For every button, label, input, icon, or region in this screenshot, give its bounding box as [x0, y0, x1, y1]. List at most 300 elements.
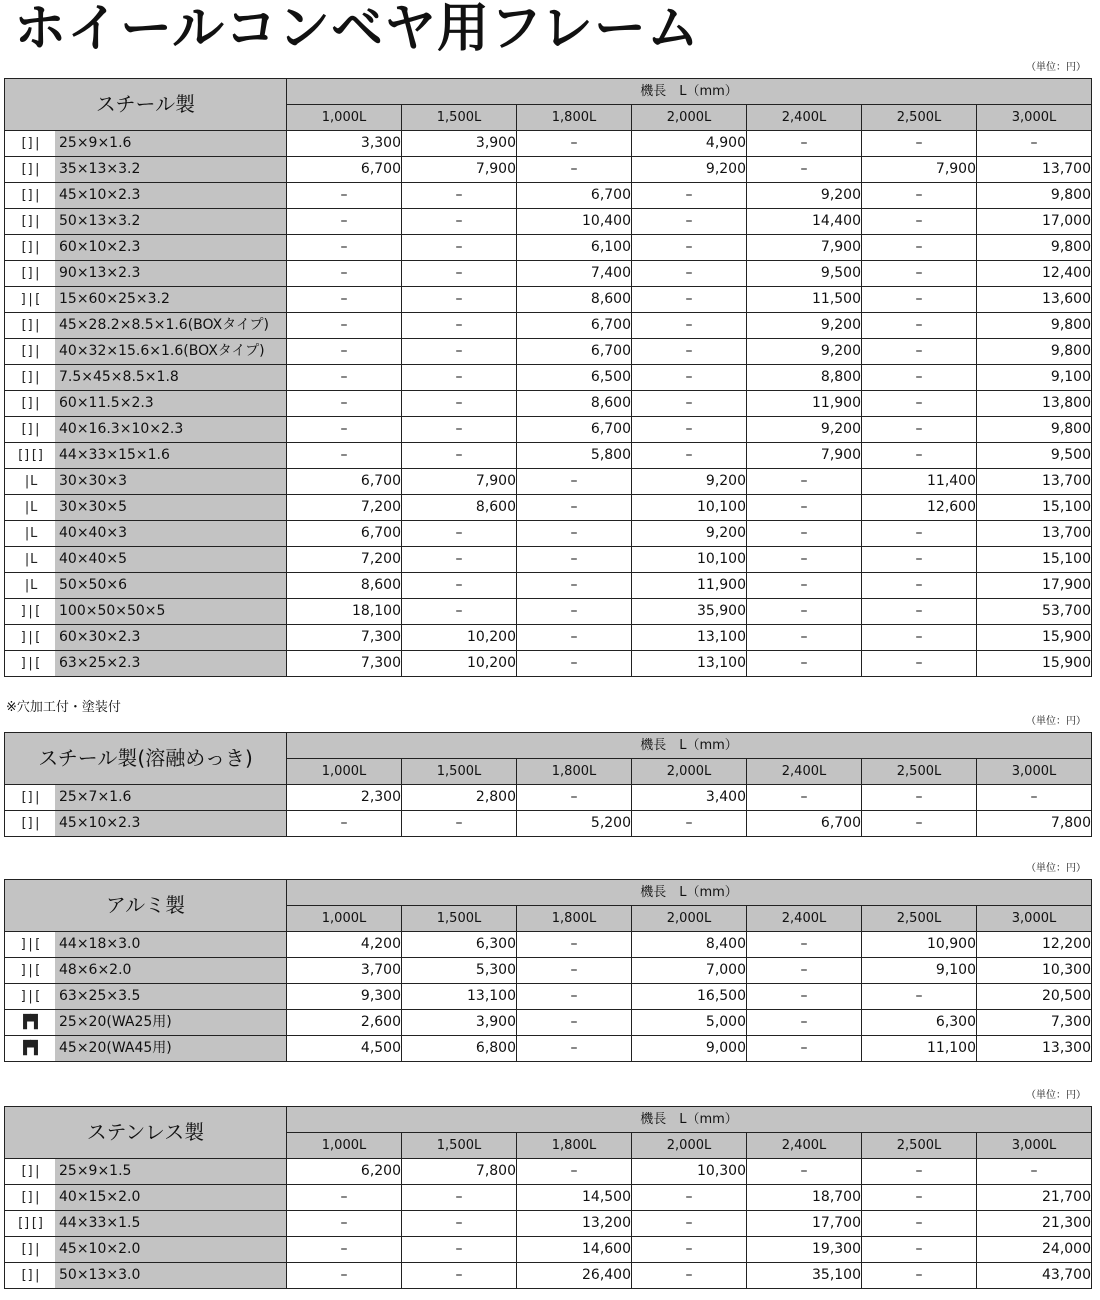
price-cell: –: [287, 1185, 402, 1211]
length-header: 1,500L: [402, 1133, 517, 1159]
price-cell: 5,000: [632, 1010, 747, 1036]
price-cell: 6,800: [402, 1036, 517, 1062]
price-cell: 10,200: [402, 625, 517, 651]
spec-label: 40×16.3×10×2.3: [55, 417, 286, 442]
price-cell: –: [747, 1159, 862, 1185]
profile-shape-icon: []|: [5, 1237, 55, 1262]
price-cell: 7,900: [402, 469, 517, 495]
spec-cell: [5, 417, 287, 443]
price-cell: 8,800: [747, 365, 862, 391]
price-cell: 6,700: [517, 417, 632, 443]
spec-cell: [5, 131, 287, 157]
length-header: 1,800L: [517, 1133, 632, 1159]
spec-label: 25×9×1.6: [55, 131, 286, 156]
price-cell: –: [402, 1185, 517, 1211]
spec-label: 50×13×3.2: [55, 209, 286, 234]
profile-shape-icon: []|: [5, 313, 55, 338]
spec-label: 40×40×3: [55, 521, 286, 546]
price-cell: 7,900: [402, 157, 517, 183]
spec-cell: [5, 599, 287, 625]
price-cell: 10,100: [632, 495, 747, 521]
spec-cell: [5, 183, 287, 209]
price-cell: –: [862, 235, 977, 261]
price-cell: 4,200: [287, 932, 402, 958]
price-cell: 9,100: [977, 365, 1092, 391]
profile-shape-icon: []|: [5, 1185, 55, 1210]
spec-cell: [5, 365, 287, 391]
price-cell: –: [632, 365, 747, 391]
price-cell: 2,800: [402, 785, 517, 811]
price-cell: –: [862, 209, 977, 235]
spec-label: 40×40×5: [55, 547, 286, 572]
price-cell: 12,600: [862, 495, 977, 521]
spec-label: 50×50×6: [55, 573, 286, 598]
profile-shape-icon: ]|[: [5, 958, 55, 983]
price-cell: 9,200: [632, 157, 747, 183]
table-row: [5, 235, 1092, 261]
category-title: ステンレス製: [5, 1107, 287, 1159]
price-cell: 3,900: [402, 1010, 517, 1036]
price-cell: 7,300: [287, 651, 402, 677]
price-cell: –: [287, 1237, 402, 1263]
price-cell: 15,100: [977, 495, 1092, 521]
length-header: 2,400L: [747, 906, 862, 932]
price-cell: 18,100: [287, 599, 402, 625]
spec-label: 45×10×2.3: [55, 183, 286, 208]
profile-shape-icon: []|: [5, 785, 55, 810]
length-header: 2,000L: [632, 906, 747, 932]
table-row: [5, 1185, 1092, 1211]
length-header: 1,800L: [517, 105, 632, 131]
price-cell: 7,400: [517, 261, 632, 287]
price-cell: 15,100: [977, 547, 1092, 573]
price-cell: 7,800: [977, 811, 1092, 837]
length-header: 1,500L: [402, 105, 517, 131]
price-cell: 14,600: [517, 1237, 632, 1263]
profile-shape-icon: |L: [5, 573, 55, 598]
spec-cell: [5, 1263, 287, 1289]
price-cell: –: [862, 261, 977, 287]
length-header: 2,400L: [747, 1133, 862, 1159]
profile-shape-icon: |L: [5, 495, 55, 520]
profile-shape-icon: []|: [5, 183, 55, 208]
price-cell: 9,200: [747, 417, 862, 443]
page-title: ホイールコンベヤ用フレーム: [14, 0, 700, 59]
price-cell: –: [517, 958, 632, 984]
price-cell: 7,300: [977, 1010, 1092, 1036]
table-row: [5, 1159, 1092, 1185]
price-cell: 6,700: [517, 313, 632, 339]
spec-cell: [5, 984, 287, 1010]
profile-shape-icon: []|: [5, 365, 55, 390]
price-cell: 3,700: [287, 958, 402, 984]
spec-cell: [5, 1159, 287, 1185]
spec-cell: [5, 495, 287, 521]
price-cell: 11,900: [632, 573, 747, 599]
table-row: [5, 599, 1092, 625]
price-cell: –: [632, 1263, 747, 1289]
price-cell: –: [747, 131, 862, 157]
price-cell: –: [517, 547, 632, 573]
length-header: 2,000L: [632, 1133, 747, 1159]
spec-label: 44×33×1.5: [55, 1211, 286, 1236]
machine-length-header: 機長 L（mm）: [287, 1107, 1092, 1133]
price-cell: –: [287, 365, 402, 391]
price-cell: 9,800: [977, 183, 1092, 209]
price-cell: 9,800: [977, 339, 1092, 365]
table-row: [5, 1237, 1092, 1263]
machine-length-header: 機長 L（mm）: [287, 79, 1092, 105]
price-cell: –: [632, 391, 747, 417]
price-cell: 7,800: [402, 1159, 517, 1185]
spec-label: 45×10×2.3: [55, 811, 286, 836]
price-cell: –: [517, 521, 632, 547]
price-cell: –: [517, 469, 632, 495]
price-cell: –: [862, 521, 977, 547]
price-cell: –: [517, 932, 632, 958]
price-cell: –: [747, 958, 862, 984]
price-cell: –: [402, 521, 517, 547]
spec-label: 25×9×1.5: [55, 1159, 286, 1184]
spec-cell: [5, 1211, 287, 1237]
price-cell: –: [632, 417, 747, 443]
spec-label: 44×33×15×1.6: [55, 443, 286, 468]
price-cell: –: [402, 313, 517, 339]
length-header: 2,500L: [862, 105, 977, 131]
spec-cell: [5, 1036, 287, 1062]
unit-label: （単位：円）: [1026, 62, 1086, 73]
price-cell: 9,100: [862, 958, 977, 984]
price-cell: 11,100: [862, 1036, 977, 1062]
price-cell: –: [287, 391, 402, 417]
profile-shape-icon: |L: [5, 521, 55, 546]
price-cell: –: [747, 547, 862, 573]
price-cell: 7,900: [862, 157, 977, 183]
price-cell: 13,100: [632, 651, 747, 677]
spec-cell: [5, 625, 287, 651]
price-cell: 9,500: [747, 261, 862, 287]
price-cell: 8,400: [632, 932, 747, 958]
unit-label: （単位：円）: [1026, 1090, 1086, 1101]
spec-label: 45×10×2.0: [55, 1237, 286, 1262]
price-cell: –: [862, 391, 977, 417]
price-cell: 17,900: [977, 573, 1092, 599]
price-cell: –: [287, 1211, 402, 1237]
price-cell: 13,700: [977, 157, 1092, 183]
spec-label: 25×20(WA25用): [55, 1010, 286, 1035]
profile-shape-icon: []|: [5, 811, 55, 836]
price-cell: –: [632, 811, 747, 837]
price-cell: 7,200: [287, 495, 402, 521]
price-cell: 13,700: [977, 521, 1092, 547]
profile-shape-icon: []|: [5, 261, 55, 286]
price-cell: 7,900: [747, 443, 862, 469]
price-cell: 7,300: [287, 625, 402, 651]
price-cell: –: [287, 1263, 402, 1289]
price-cell: –: [862, 1263, 977, 1289]
price-cell: –: [517, 651, 632, 677]
price-cell: –: [862, 984, 977, 1010]
price-cell: 10,100: [632, 547, 747, 573]
price-cell: 10,400: [517, 209, 632, 235]
price-cell: –: [632, 261, 747, 287]
price-cell: 10,900: [862, 932, 977, 958]
price-cell: –: [977, 131, 1092, 157]
length-header: 2,400L: [747, 759, 862, 785]
price-cell: –: [402, 235, 517, 261]
length-header: 1,800L: [517, 906, 632, 932]
price-cell: 9,200: [632, 521, 747, 547]
price-cell: –: [287, 313, 402, 339]
table-row: [5, 339, 1092, 365]
table-row: [5, 521, 1092, 547]
price-cell: –: [862, 1237, 977, 1263]
price-cell: –: [862, 417, 977, 443]
price-cell: –: [517, 625, 632, 651]
table-row: [5, 469, 1092, 495]
price-cell: 6,700: [747, 811, 862, 837]
category-title: スチール製(溶融めっき): [5, 733, 287, 785]
price-cell: –: [402, 287, 517, 313]
price-cell: –: [862, 599, 977, 625]
price-cell: –: [632, 287, 747, 313]
table-row: [5, 1211, 1092, 1237]
price-cell: –: [517, 984, 632, 1010]
price-cell: 13,200: [517, 1211, 632, 1237]
price-cell: 9,000: [632, 1036, 747, 1062]
price-cell: –: [402, 1237, 517, 1263]
price-cell: 6,500: [517, 365, 632, 391]
spec-cell: [5, 1237, 287, 1263]
table-row: [5, 261, 1092, 287]
price-cell: –: [862, 131, 977, 157]
price-cell: –: [287, 417, 402, 443]
spec-cell: [5, 391, 287, 417]
price-cell: –: [632, 443, 747, 469]
price-cell: 12,200: [977, 932, 1092, 958]
table-row: [5, 157, 1092, 183]
price-cell: –: [977, 1159, 1092, 1185]
spec-label: 60×30×2.3: [55, 625, 286, 650]
price-cell: 10,200: [402, 651, 517, 677]
table-row: [5, 984, 1092, 1010]
price-cell: 35,100: [747, 1263, 862, 1289]
price-cell: 15,900: [977, 651, 1092, 677]
price-cell: –: [862, 625, 977, 651]
length-header: 2,000L: [632, 105, 747, 131]
profile-shape-icon: [][]: [5, 443, 55, 468]
spec-label: 90×13×2.3: [55, 261, 286, 286]
price-cell: –: [632, 209, 747, 235]
category-title: スチール製: [5, 79, 287, 131]
price-cell: 19,300: [747, 1237, 862, 1263]
price-cell: 14,400: [747, 209, 862, 235]
spec-label: 63×25×2.3: [55, 651, 286, 676]
spec-label: 40×32×15.6×1.6(BOXタイプ): [55, 339, 286, 364]
price-table-stainless: [4, 1106, 1092, 1289]
profile-shape-icon: ]|[: [5, 287, 55, 312]
table-row: [5, 785, 1092, 811]
table-row: [5, 443, 1092, 469]
price-cell: 13,800: [977, 391, 1092, 417]
price-cell: –: [862, 811, 977, 837]
price-cell: –: [402, 209, 517, 235]
price-cell: 13,100: [632, 625, 747, 651]
spec-cell: [5, 287, 287, 313]
price-cell: 9,300: [287, 984, 402, 1010]
price-cell: 17,000: [977, 209, 1092, 235]
spec-label: 60×10×2.3: [55, 235, 286, 260]
price-cell: 20,500: [977, 984, 1092, 1010]
price-cell: –: [287, 443, 402, 469]
price-cell: 9,800: [977, 313, 1092, 339]
price-cell: 8,600: [402, 495, 517, 521]
price-cell: –: [632, 1237, 747, 1263]
price-cell: 7,000: [632, 958, 747, 984]
price-cell: –: [402, 417, 517, 443]
price-cell: 2,600: [287, 1010, 402, 1036]
price-table-steel: [4, 78, 1092, 677]
price-cell: –: [862, 651, 977, 677]
category-title: アルミ製: [5, 880, 287, 932]
spec-cell: [5, 547, 287, 573]
price-cell: 6,100: [517, 235, 632, 261]
spec-cell: [5, 521, 287, 547]
price-cell: 16,500: [632, 984, 747, 1010]
spec-cell: [5, 261, 287, 287]
price-cell: –: [747, 1036, 862, 1062]
price-cell: –: [287, 261, 402, 287]
unit-label: （単位：円）: [1026, 716, 1086, 727]
profile-shape-icon: [][]: [5, 1211, 55, 1236]
price-cell: –: [517, 131, 632, 157]
price-cell: –: [747, 599, 862, 625]
price-cell: –: [862, 443, 977, 469]
profile-shape-icon: []|: [5, 131, 55, 156]
spec-label: 50×13×3.0: [55, 1263, 286, 1288]
spec-label: 63×25×3.5: [55, 984, 286, 1009]
price-cell: –: [517, 1159, 632, 1185]
table-row: [5, 287, 1092, 313]
price-cell: 11,500: [747, 287, 862, 313]
price-cell: –: [402, 599, 517, 625]
price-cell: 3,300: [287, 131, 402, 157]
spec-cell: [5, 651, 287, 677]
spec-cell: [5, 235, 287, 261]
price-table-galvanized: [4, 732, 1092, 837]
table-row: [5, 495, 1092, 521]
price-cell: –: [517, 495, 632, 521]
spec-cell: [5, 1010, 287, 1036]
price-cell: 10,300: [632, 1159, 747, 1185]
price-cell: 6,700: [287, 157, 402, 183]
spec-cell: [5, 443, 287, 469]
table-row: [5, 1036, 1092, 1062]
profile-shape-icon: ▛▜: [5, 1036, 55, 1061]
price-cell: –: [632, 1185, 747, 1211]
spec-label: 60×11.5×2.3: [55, 391, 286, 416]
price-cell: –: [402, 1211, 517, 1237]
price-cell: 53,700: [977, 599, 1092, 625]
price-cell: 5,800: [517, 443, 632, 469]
price-cell: –: [287, 209, 402, 235]
price-cell: –: [632, 313, 747, 339]
price-cell: –: [402, 183, 517, 209]
price-cell: –: [517, 157, 632, 183]
length-header: 2,500L: [862, 906, 977, 932]
price-cell: 26,400: [517, 1263, 632, 1289]
profile-shape-icon: []|: [5, 339, 55, 364]
price-cell: –: [287, 183, 402, 209]
price-cell: –: [402, 547, 517, 573]
price-cell: 9,200: [747, 183, 862, 209]
length-header: 3,000L: [977, 759, 1092, 785]
price-cell: –: [747, 157, 862, 183]
price-cell: 43,700: [977, 1263, 1092, 1289]
table-row: [5, 1010, 1092, 1036]
price-cell: 6,300: [862, 1010, 977, 1036]
spec-label: 45×28.2×8.5×1.6(BOXタイプ): [55, 313, 286, 338]
profile-shape-icon: ]|[: [5, 651, 55, 676]
profile-shape-icon: |L: [5, 469, 55, 494]
price-cell: –: [517, 1010, 632, 1036]
spec-cell: [5, 958, 287, 984]
price-cell: –: [632, 1211, 747, 1237]
spec-label: 48×6×2.0: [55, 958, 286, 983]
price-cell: 6,300: [402, 932, 517, 958]
price-cell: 24,000: [977, 1237, 1092, 1263]
price-cell: 13,100: [402, 984, 517, 1010]
price-cell: 21,300: [977, 1211, 1092, 1237]
spec-label: 15×60×25×3.2: [55, 287, 286, 312]
price-cell: 9,200: [747, 339, 862, 365]
profile-shape-icon: []|: [5, 157, 55, 182]
spec-cell: [5, 157, 287, 183]
price-cell: –: [402, 811, 517, 837]
price-cell: 3,900: [402, 131, 517, 157]
length-header: 2,500L: [862, 1133, 977, 1159]
table-row: [5, 391, 1092, 417]
unit-label: （単位：円）: [1026, 863, 1086, 874]
price-cell: –: [402, 339, 517, 365]
table-row: [5, 651, 1092, 677]
profile-shape-icon: []|: [5, 1263, 55, 1288]
profile-shape-icon: ]|[: [5, 932, 55, 957]
price-cell: 5,300: [402, 958, 517, 984]
length-header: 1,500L: [402, 906, 517, 932]
price-cell: –: [517, 573, 632, 599]
price-cell: –: [977, 785, 1092, 811]
price-cell: 35,900: [632, 599, 747, 625]
price-cell: 13,700: [977, 469, 1092, 495]
table-row: [5, 313, 1092, 339]
spec-cell: [5, 932, 287, 958]
price-cell: –: [862, 339, 977, 365]
profile-shape-icon: ▛▜: [5, 1010, 55, 1035]
price-cell: –: [747, 932, 862, 958]
length-header: 3,000L: [977, 906, 1092, 932]
price-cell: –: [517, 785, 632, 811]
price-cell: 2,300: [287, 785, 402, 811]
table-row: [5, 958, 1092, 984]
profile-shape-icon: |L: [5, 547, 55, 572]
price-cell: 11,900: [747, 391, 862, 417]
price-cell: –: [862, 183, 977, 209]
price-cell: 12,400: [977, 261, 1092, 287]
table-row: [5, 417, 1092, 443]
price-cell: –: [632, 235, 747, 261]
price-cell: –: [402, 391, 517, 417]
